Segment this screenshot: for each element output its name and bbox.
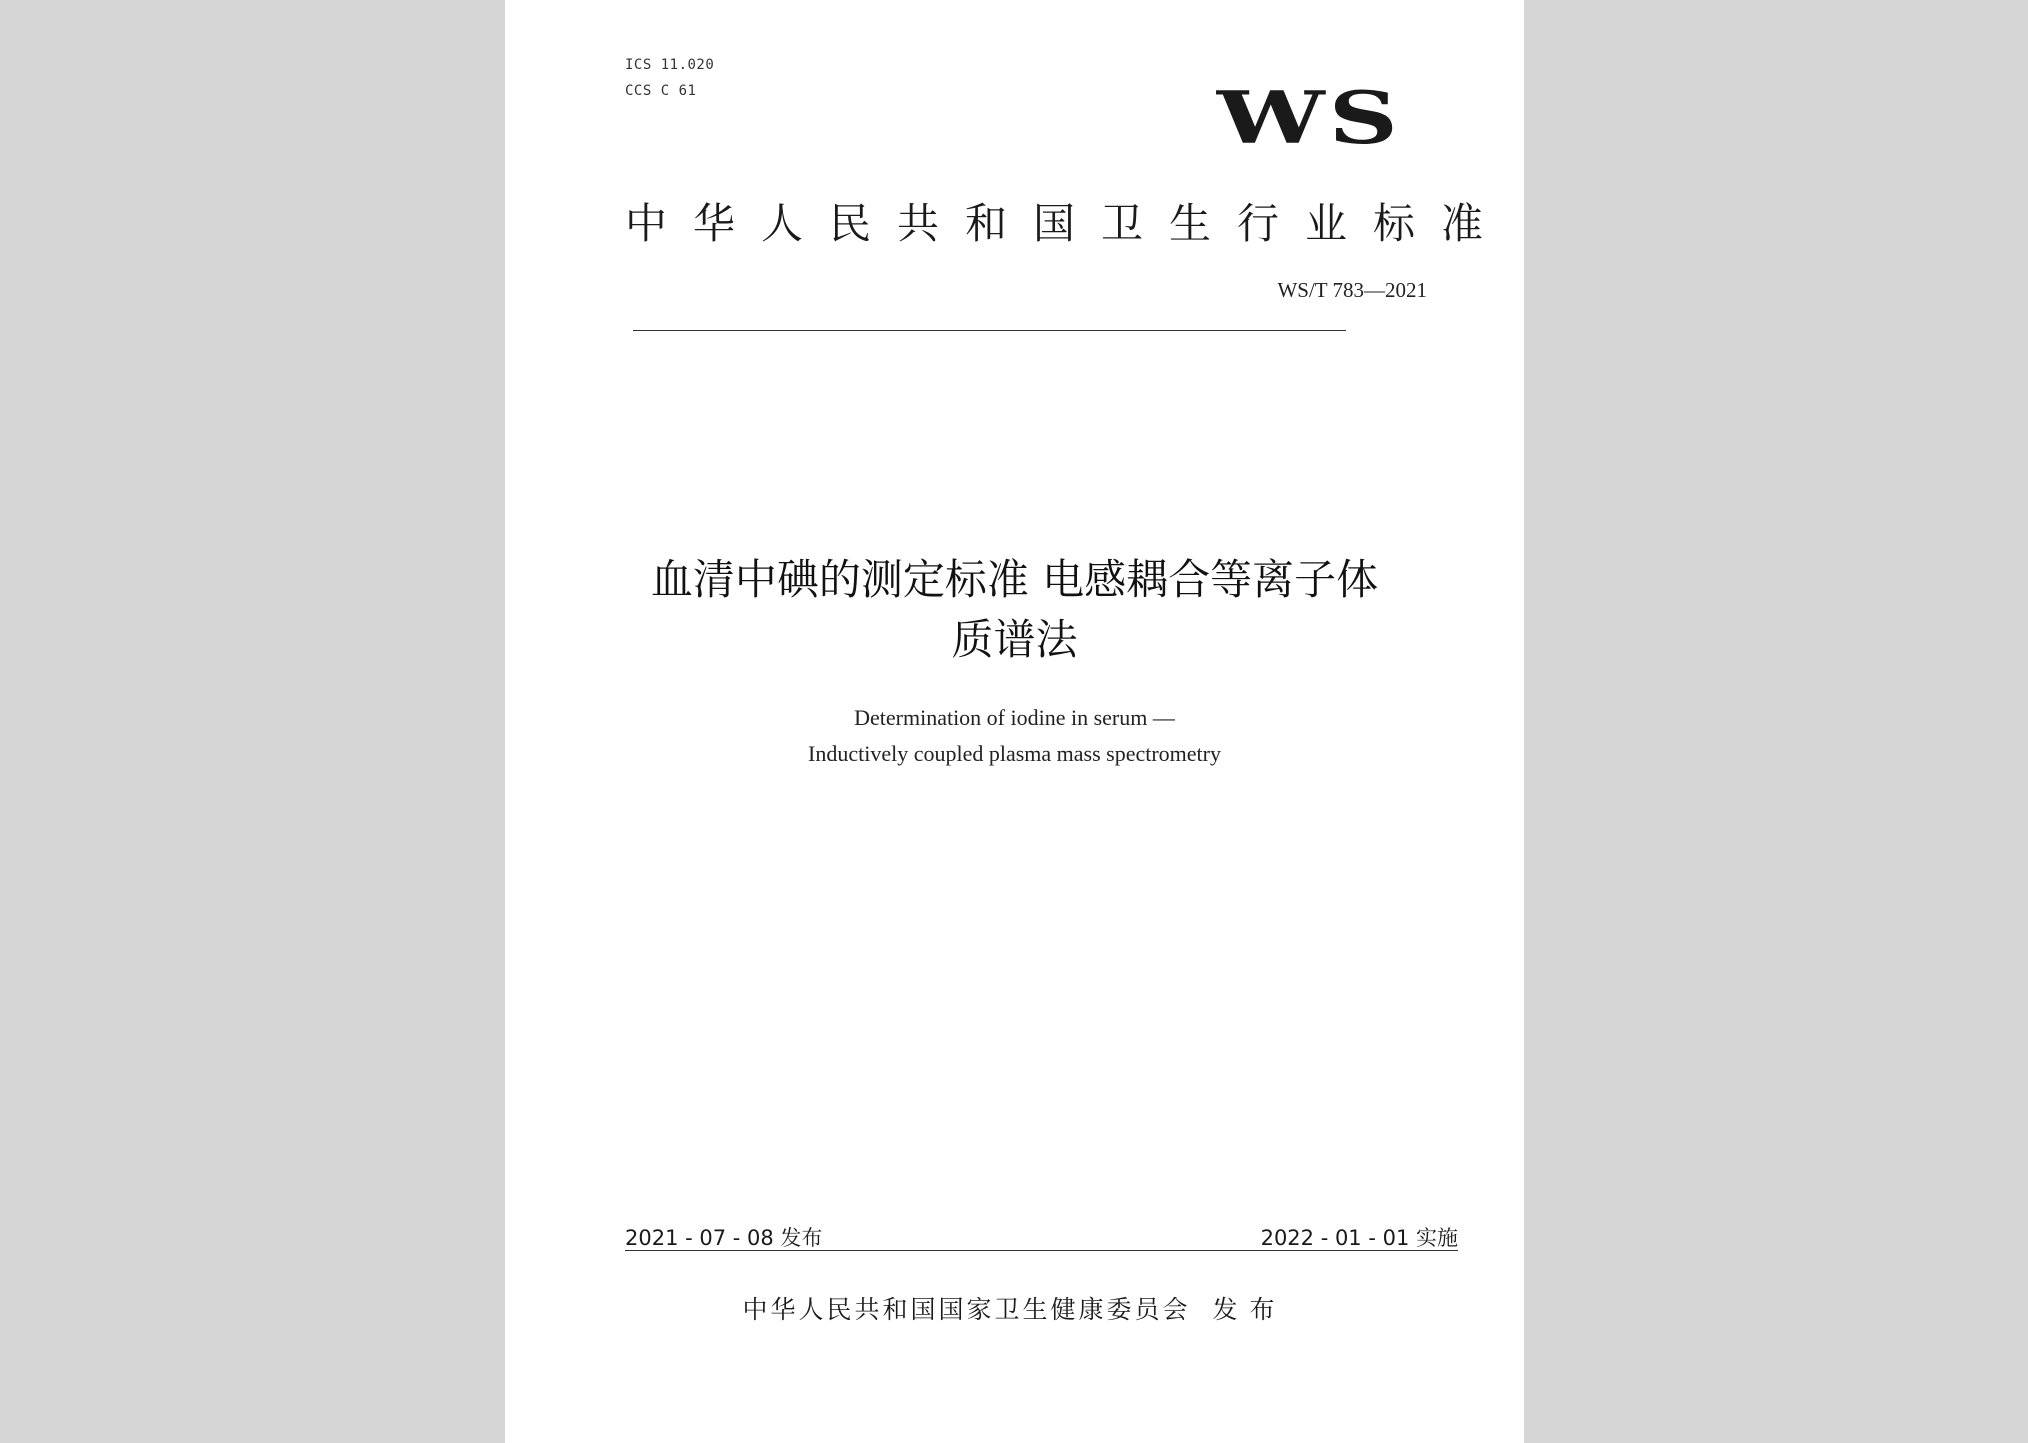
issue-date: 2021 - 07 - 08 发布 <box>625 1226 823 1250</box>
chinese-title-line-1: 血清中碘的测定标准 电感耦合等离子体 <box>650 555 1379 604</box>
ics-code: ICS 11.020 <box>625 57 715 73</box>
header-divider <box>633 330 1346 331</box>
standard-number: WS/T 783—2021 <box>1277 278 1427 302</box>
issuer-verb: 发布 <box>1212 1295 1287 1324</box>
ccs-code: CCS C 61 <box>625 83 697 99</box>
ws-logo: WS <box>1216 75 1402 160</box>
english-title <box>505 700 1524 772</box>
classification-codes <box>625 52 714 104</box>
effective-date: 2022 - 01 - 01 实施 <box>1260 1226 1458 1250</box>
chinese-title-line-2: 质谱法 <box>951 615 1078 664</box>
english-title-line-1: Determination of iodine in serum — <box>854 705 1175 730</box>
document-page <box>505 0 1524 1443</box>
issuer-line <box>505 1290 1524 1326</box>
chinese-title <box>505 550 1524 670</box>
standard-category: 中华人民共和国卫生行业标准 <box>625 199 1510 248</box>
issuer-name: 中华人民共和国国家卫生健康委员会 <box>742 1295 1191 1324</box>
footer-divider <box>625 1250 1458 1251</box>
english-title-line-2: Inductively coupled plasma mass spectrometry <box>808 741 1221 766</box>
